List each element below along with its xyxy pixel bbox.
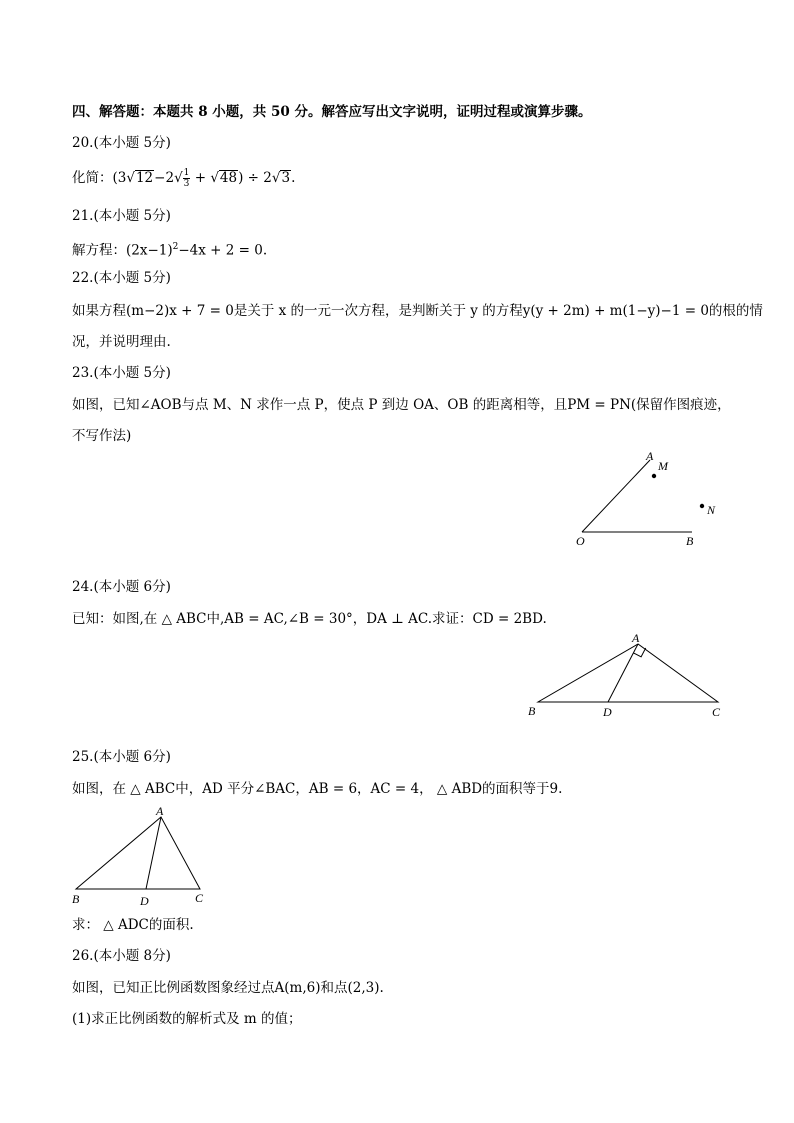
q20-fraction-den: 3 — [183, 179, 190, 189]
q20-fraction-num: 1 — [183, 168, 190, 178]
sqrt-symbol: √ — [210, 170, 219, 186]
label-m: M — [658, 459, 668, 473]
q21-eq-a: 解方程：(2x−1) — [72, 242, 173, 259]
q20-part1: (3 — [112, 170, 127, 186]
section-heading: 四、解答题：本题共 8 小题，共 50 分。解答应写出文字说明，证明过程或演算步骤。 — [72, 104, 592, 120]
q23-header: 23.(本小题 5分) — [72, 365, 171, 381]
q24-header: 24.(本小题 6分) — [72, 579, 171, 595]
q20-header: 20.(本小题 5分) — [72, 135, 171, 151]
sqrt-symbol: √ — [126, 170, 135, 186]
q20-expression — [72, 168, 295, 189]
q24-text: 已知：如图,在 △ ABC中,AB = AC,∠B = 30°，DA ⊥ AC.求证：CD = 2BD. — [72, 611, 547, 627]
q23-angle-figure — [570, 448, 730, 552]
q20-part3: + — [190, 170, 211, 186]
q20-prefix: 化简： — [72, 170, 113, 186]
label-n: N — [707, 503, 716, 517]
q25-question: 求： △ ADC的面积. — [72, 917, 194, 933]
q26-text-line2: (1)求正比例函数的解析式及 m 的值； — [72, 1011, 302, 1027]
label-c: C — [195, 891, 204, 905]
label-a: A — [156, 804, 164, 818]
label-b: B — [686, 534, 694, 548]
label-a: A — [646, 449, 654, 463]
q20-radicand-1: 12 — [135, 170, 154, 186]
triangle-abc — [538, 644, 718, 702]
q22-text-line2: 况，并说明理由. — [72, 334, 171, 350]
q23-text-line2: 不写作法) — [72, 428, 132, 444]
q26-header: 26.(本小题 8分) — [72, 948, 171, 964]
q20-radicand-3: 3 — [281, 170, 291, 186]
sqrt-symbol: √ — [174, 170, 183, 186]
q22-text-line1: 如果方程(m−2)x + 7 = 0是关于 x 的一元一次方程，是判断关于 y 的方程y(y + 2m) + m(1−y)−1 = 0的根的情 — [72, 303, 763, 319]
label-b: B — [528, 704, 536, 718]
q25-header: 25.(本小题 6分) — [72, 749, 171, 765]
label-b: B — [72, 892, 80, 906]
q21-eq-b: −4x + 2 = 0. — [178, 242, 268, 259]
q24-triangle-figure — [522, 630, 730, 722]
label-o: O — [576, 534, 585, 548]
sqrt-symbol: √ — [271, 170, 281, 186]
ray-oa — [582, 460, 650, 532]
label-d: D — [603, 705, 612, 719]
q21-exponent: 2 — [172, 242, 179, 252]
q23-text-line1: 如图，已知∠AOB与点 M、N 求作一点 P，使点 P 到边 OA、OB 的距离相等，且PM = PN(保留作图痕迹， — [72, 397, 731, 413]
point-m — [652, 474, 656, 478]
point-n — [700, 504, 704, 508]
q25-text: 如图，在 △ ABC中，AD 平分∠BAC，AB = 6，AC = 4， △ ABD的面积等于9. — [72, 781, 563, 797]
q22-header: 22.(本小题 5分) — [72, 270, 171, 286]
q20-part4: ) ÷ 2 — [238, 170, 272, 186]
q21-header: 21.(本小题 5分) — [72, 208, 171, 224]
triangle-abc — [76, 817, 200, 889]
q20-part5: . — [291, 170, 296, 186]
q21-equation — [72, 238, 267, 260]
q26-text-line1: 如图，已知正比例函数图象经过点A(m,6)和点(2,3). — [72, 980, 384, 996]
q20-part2: −2 — [154, 170, 175, 186]
label-d: D — [140, 894, 149, 908]
label-c: C — [712, 705, 721, 719]
label-a: A — [632, 631, 640, 645]
q25-triangle-figure — [64, 800, 224, 910]
q20-radicand-2: 48 — [219, 170, 238, 186]
